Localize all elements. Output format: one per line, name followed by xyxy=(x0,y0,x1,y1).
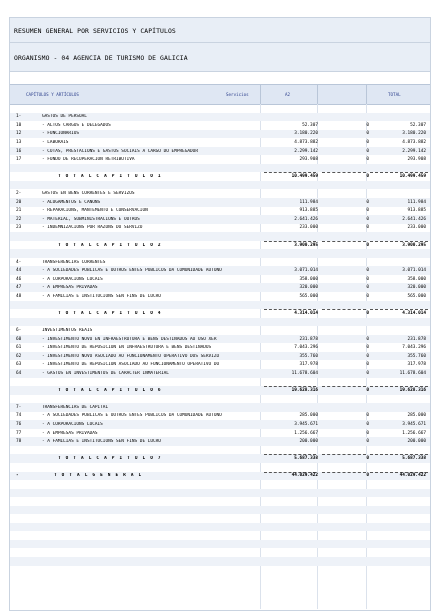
table-row xyxy=(10,429,430,438)
row-code: 77 xyxy=(16,430,22,436)
row-services-amount: 5.687.338 xyxy=(294,456,318,462)
blank-row xyxy=(10,395,430,404)
organismo-band xyxy=(10,43,430,72)
row-code: 63 xyxy=(16,362,22,368)
row-description: - A FAMILIAS E INSTITUCIÓNS SEN FINS DE LUCRO xyxy=(42,439,161,445)
row-description: - FONDO DE RECUPERACIÓN RETRIBUTIVA xyxy=(42,157,135,163)
blank-row xyxy=(10,480,430,489)
row-description: - INVESTIMENTO NOVO EN INFRAESTRUTURA E BENS DESTINADOS AO USO XER xyxy=(42,336,217,342)
row-code: 23 xyxy=(16,225,22,231)
table-row xyxy=(10,138,430,147)
table-row xyxy=(10,403,430,412)
row-description: GASTOS DE PERSOAL xyxy=(42,114,87,120)
row-a2-amount: 0 xyxy=(366,131,369,137)
row-total-amount: 231.878 xyxy=(407,336,426,342)
row-a2-amount: 0 xyxy=(366,387,369,393)
row-total-amount: 293.908 xyxy=(407,157,426,163)
header-services: Servicios xyxy=(226,92,249,97)
row-a2-amount: 0 xyxy=(366,362,369,368)
row-services-amount: 44.029.422 xyxy=(291,473,318,479)
row-description: T O T A L C A P Í T U L O 2 xyxy=(58,242,162,248)
row-total-amount: 355.760 xyxy=(407,353,426,359)
table-row xyxy=(10,155,430,164)
row-code: 6- xyxy=(16,328,22,334)
title-band xyxy=(10,18,430,43)
row-description: TRANSFERENCIAS DE CAPITAL xyxy=(42,404,109,410)
row-description: - MATERIAL, SUBMINISTRACIÓNS E OUTROS xyxy=(42,216,140,222)
row-description: - INVESTIMENTO DE REPOSICIÓN EN INFRAESTRUTURA E BENS DESTINADOS xyxy=(42,345,212,351)
blank-row xyxy=(10,318,430,327)
row-a2-amount: 0 xyxy=(366,336,369,342)
blank-row xyxy=(10,232,430,241)
row-a2-amount: 0 xyxy=(366,208,369,214)
row-services-amount: 3.900.295 xyxy=(294,242,318,248)
row-services-amount: 285.000 xyxy=(299,413,318,419)
row-services-amount: 231.878 xyxy=(299,336,318,342)
row-total-amount: 565.000 xyxy=(407,293,426,299)
row-a2-amount: 0 xyxy=(366,122,369,128)
grand-total-row xyxy=(10,472,430,481)
header-divider xyxy=(366,85,367,104)
row-code: 78 xyxy=(16,439,22,445)
table-row xyxy=(10,121,430,130)
row-description: - A CORPORACIÓNS LOCAIS xyxy=(42,276,103,282)
row-total-amount: 3.945.671 xyxy=(402,422,426,428)
row-description: TRANSFERENCIAS CORRENTES xyxy=(42,259,106,265)
row-services-amount: 913.885 xyxy=(299,208,318,214)
row-code: - xyxy=(16,473,19,479)
row-a2-amount: 0 xyxy=(366,242,369,248)
row-total-amount: 4.873.882 xyxy=(402,139,426,145)
row-description: - INDEMNIZACIÓNS POR RAZÓNS DO SERVIZO xyxy=(42,225,143,231)
row-a2-amount: 0 xyxy=(366,285,369,291)
row-services-amount: 200.000 xyxy=(299,439,318,445)
row-total-amount: 2.641.426 xyxy=(402,216,426,222)
sum-rule xyxy=(322,472,366,473)
row-description: - A SOCIEDADES PÚBLICAS E OUTROS ENTES PÚBLICOS DA COMUNIDADE AUTÓNO xyxy=(42,268,222,274)
row-a2-amount: 0 xyxy=(366,216,369,222)
header-total: TOTAL xyxy=(388,92,401,97)
blank-row xyxy=(10,514,430,523)
row-a2-amount: 0 xyxy=(366,310,369,316)
chapter-total-row xyxy=(10,172,430,181)
row-code: 17 xyxy=(16,157,22,163)
chapter-total-row xyxy=(10,309,430,318)
row-a2-amount: 0 xyxy=(366,370,369,376)
row-total-amount: 52.307 xyxy=(410,122,426,128)
row-a2-amount: 0 xyxy=(366,199,369,205)
row-a2-amount: 0 xyxy=(366,430,369,436)
row-description: T O T A L C A P Í T U L O 7 xyxy=(58,456,162,462)
table-row xyxy=(10,130,430,139)
blank-row xyxy=(10,523,430,532)
table-row xyxy=(10,283,430,292)
row-code: 64 xyxy=(16,370,22,376)
row-services-amount: 2.299.142 xyxy=(294,148,318,154)
row-description: - LABORAIS xyxy=(42,139,69,145)
row-a2-amount: 0 xyxy=(366,413,369,419)
row-total-amount: 1.256.667 xyxy=(402,430,426,436)
row-services-amount: 565.000 xyxy=(299,293,318,299)
row-code: 62 xyxy=(16,353,22,359)
row-description: - A EMPRESAS PRIVADAS xyxy=(42,430,98,436)
row-code: 47 xyxy=(16,285,22,291)
row-services-amount: 19.628.316 xyxy=(291,387,318,393)
row-services-amount: 2.641.426 xyxy=(294,216,318,222)
sum-rule xyxy=(322,309,366,310)
row-a2-amount: 0 xyxy=(366,422,369,428)
row-total-amount: 3.900.295 xyxy=(402,242,426,248)
row-total-amount: 200.000 xyxy=(407,439,426,445)
row-description: - ALUGAMENTOS E CANONS xyxy=(42,199,101,205)
row-total-amount: 285.000 xyxy=(407,413,426,419)
row-services-amount: 111.984 xyxy=(299,199,318,205)
row-description: T O T A L C A P Í T U L O 1 xyxy=(58,174,162,180)
row-total-amount: 358.000 xyxy=(407,276,426,282)
row-services-amount: 1.256.667 xyxy=(294,430,318,436)
row-code: 16 xyxy=(16,148,22,154)
report-title: RESUMEN GENERAL POR SERVICIOS Y CAPÍTULOS xyxy=(14,27,176,35)
table-row xyxy=(10,198,430,207)
table-row xyxy=(10,275,430,284)
row-services-amount: 7.043.296 xyxy=(294,345,318,351)
row-description: INVESTIMENTOS REAIS xyxy=(42,328,93,334)
table-row xyxy=(10,258,430,267)
sum-rule xyxy=(322,241,366,242)
table-row xyxy=(10,352,430,361)
row-description: - REPARACIÓNS, MANTEMENTO E CONSERVACIÓN xyxy=(42,208,148,214)
row-total-amount: 10.499.459 xyxy=(399,174,426,180)
row-total-amount: 3.071.014 xyxy=(402,268,426,274)
row-services-amount: 3.945.671 xyxy=(294,422,318,428)
row-code: 1- xyxy=(16,114,22,120)
row-total-amount: 2.299.142 xyxy=(402,148,426,154)
row-a2-amount: 0 xyxy=(366,225,369,231)
row-code: 7- xyxy=(16,404,22,410)
row-code: 44 xyxy=(16,268,22,274)
row-total-amount: 11.678.604 xyxy=(399,370,426,376)
table-row xyxy=(10,292,430,301)
row-code: 20 xyxy=(16,199,22,205)
row-description: T O T A L C A P Í T U L O 4 xyxy=(58,310,162,316)
table-row xyxy=(10,207,430,216)
row-total-amount: 19.628.316 xyxy=(399,387,426,393)
row-code: 4- xyxy=(16,259,22,265)
row-description: - FUNCIONARIOS xyxy=(42,131,80,137)
row-services-amount: 358.000 xyxy=(299,276,318,282)
row-a2-amount: 0 xyxy=(366,293,369,299)
chapter-total-row xyxy=(10,454,430,463)
row-code: 61 xyxy=(16,345,22,351)
row-services-amount: 11.678.604 xyxy=(291,370,318,376)
row-total-amount: 317.978 xyxy=(407,362,426,368)
row-description: T O T A L G E N E R A L xyxy=(54,473,143,479)
row-description: - INVESTIMENTO DE REPOSICIÓN ASOCIADO AO FUNCIONAMENTO OPERATIVO DO xyxy=(42,362,220,368)
sum-rule xyxy=(322,386,366,387)
chapter-total-row xyxy=(10,386,430,395)
row-code: 13 xyxy=(16,139,22,145)
row-services-amount: 3.180.220 xyxy=(294,131,318,137)
chapter-total-row xyxy=(10,241,430,250)
row-a2-amount: 0 xyxy=(366,276,369,282)
blank-row xyxy=(10,446,430,455)
row-description: - A EMPRESAS PRIVADAS xyxy=(42,285,98,291)
row-code: 74 xyxy=(16,413,22,419)
row-total-amount: 111.984 xyxy=(407,199,426,205)
row-a2-amount: 0 xyxy=(366,473,369,479)
row-code: 21 xyxy=(16,208,22,214)
table-row xyxy=(10,224,430,233)
header-chapters: CAPÍTULOS Y ARTÍCULOS xyxy=(26,92,79,97)
row-a2-amount: 0 xyxy=(366,148,369,154)
table-row xyxy=(10,369,430,378)
row-description: T O T A L C A P Í T U L O 6 xyxy=(58,387,162,393)
row-services-amount: 293.908 xyxy=(299,157,318,163)
blank-row xyxy=(10,378,430,387)
row-code: 10 xyxy=(16,122,22,128)
row-services-amount: 355.760 xyxy=(299,353,318,359)
row-code: 60 xyxy=(16,336,22,342)
row-services-amount: 52.307 xyxy=(302,122,318,128)
table-row xyxy=(10,412,430,421)
blank-row xyxy=(10,506,430,515)
organismo-label: ORGANISMO - 04 AGENCIA DE TURISMO DE GALICIA xyxy=(14,54,188,62)
row-a2-amount: 0 xyxy=(366,456,369,462)
table-row xyxy=(10,113,430,122)
row-code: 48 xyxy=(16,293,22,299)
row-a2-amount: 0 xyxy=(366,268,369,274)
row-services-amount: 320.000 xyxy=(299,285,318,291)
blank-row xyxy=(10,463,430,472)
blank-row xyxy=(10,540,430,549)
row-description: - A CORPORACIÓNS LOCAIS xyxy=(42,422,103,428)
header-a2: A2 xyxy=(285,92,291,97)
row-description: - COTAS, PRESTACIÓNS E GASTOS SOCIAIS A CARGO DO EMPREGADOR xyxy=(42,148,198,154)
row-total-amount: 320.000 xyxy=(407,285,426,291)
row-description: - INVESTIMENTO NOVO ASOCIADO AO FUNCIONAMENTO OPERATIVO DOS SERVIZO xyxy=(42,353,220,359)
row-total-amount: 44.029.422 xyxy=(399,473,426,479)
row-services-amount: 233.000 xyxy=(299,225,318,231)
row-code: 12 xyxy=(16,131,22,137)
blank-row xyxy=(10,497,430,506)
report-page xyxy=(9,17,431,611)
blank-row xyxy=(10,548,430,557)
table-row xyxy=(10,215,430,224)
blank-row xyxy=(10,181,430,190)
row-description: - ALTOS CARGOS E DELEGADOS xyxy=(42,122,111,128)
row-total-amount: 7.043.296 xyxy=(402,345,426,351)
table-row xyxy=(10,266,430,275)
row-services-amount: 3.071.014 xyxy=(294,268,318,274)
blank-row xyxy=(10,104,430,113)
table-row xyxy=(10,343,430,352)
row-a2-amount: 0 xyxy=(366,157,369,163)
row-total-amount: 913.885 xyxy=(407,208,426,214)
table-row xyxy=(10,360,430,369)
table-row xyxy=(10,189,430,198)
row-total-amount: 233.000 xyxy=(407,225,426,231)
row-a2-amount: 0 xyxy=(366,345,369,351)
row-code: 46 xyxy=(16,276,22,282)
row-a2-amount: 0 xyxy=(366,139,369,145)
table-row xyxy=(10,335,430,344)
header-divider xyxy=(317,85,318,104)
row-services-amount: 317.978 xyxy=(299,362,318,368)
row-description: - A SOCIEDADES PÚBLICAS E OUTROS ENTES PÚBLICOS DA COMUNIDADE AUTÓNO xyxy=(42,413,222,419)
blank-row xyxy=(10,489,430,498)
row-services-amount: 4.314.014 xyxy=(294,310,318,316)
row-services-amount: 10.499.459 xyxy=(291,174,318,180)
table-header xyxy=(10,84,430,105)
row-code: 2- xyxy=(16,191,22,197)
table-row xyxy=(10,437,430,446)
row-a2-amount: 0 xyxy=(366,353,369,359)
row-description: GASTOS EN BENS CORRENTES E SERVIZOS xyxy=(42,191,135,197)
blank-row xyxy=(10,164,430,173)
sum-rule xyxy=(322,172,366,173)
blank-row xyxy=(10,531,430,540)
table-row xyxy=(10,420,430,429)
header-divider xyxy=(260,85,261,104)
blank-row xyxy=(10,249,430,258)
row-total-amount: 4.314.014 xyxy=(402,310,426,316)
row-total-amount: 5.687.338 xyxy=(402,456,426,462)
row-code: 76 xyxy=(16,422,22,428)
table-body xyxy=(10,104,430,566)
row-a2-amount: 0 xyxy=(366,439,369,445)
row-description: - A FAMILIAS E INSTITUCIÓNS SEN FINS DE LUCRO xyxy=(42,293,161,299)
row-code: 22 xyxy=(16,216,22,222)
row-description: - GASTOS EN INVESTIMENTOS DE CARÁCTER INMATERIAL xyxy=(42,370,169,376)
row-total-amount: 3.180.220 xyxy=(402,131,426,137)
table-row xyxy=(10,147,430,156)
blank-row xyxy=(10,301,430,310)
row-a2-amount: 0 xyxy=(366,174,369,180)
row-services-amount: 4.873.882 xyxy=(294,139,318,145)
blank-row xyxy=(10,557,430,566)
table-row xyxy=(10,326,430,335)
sum-rule xyxy=(322,454,366,455)
